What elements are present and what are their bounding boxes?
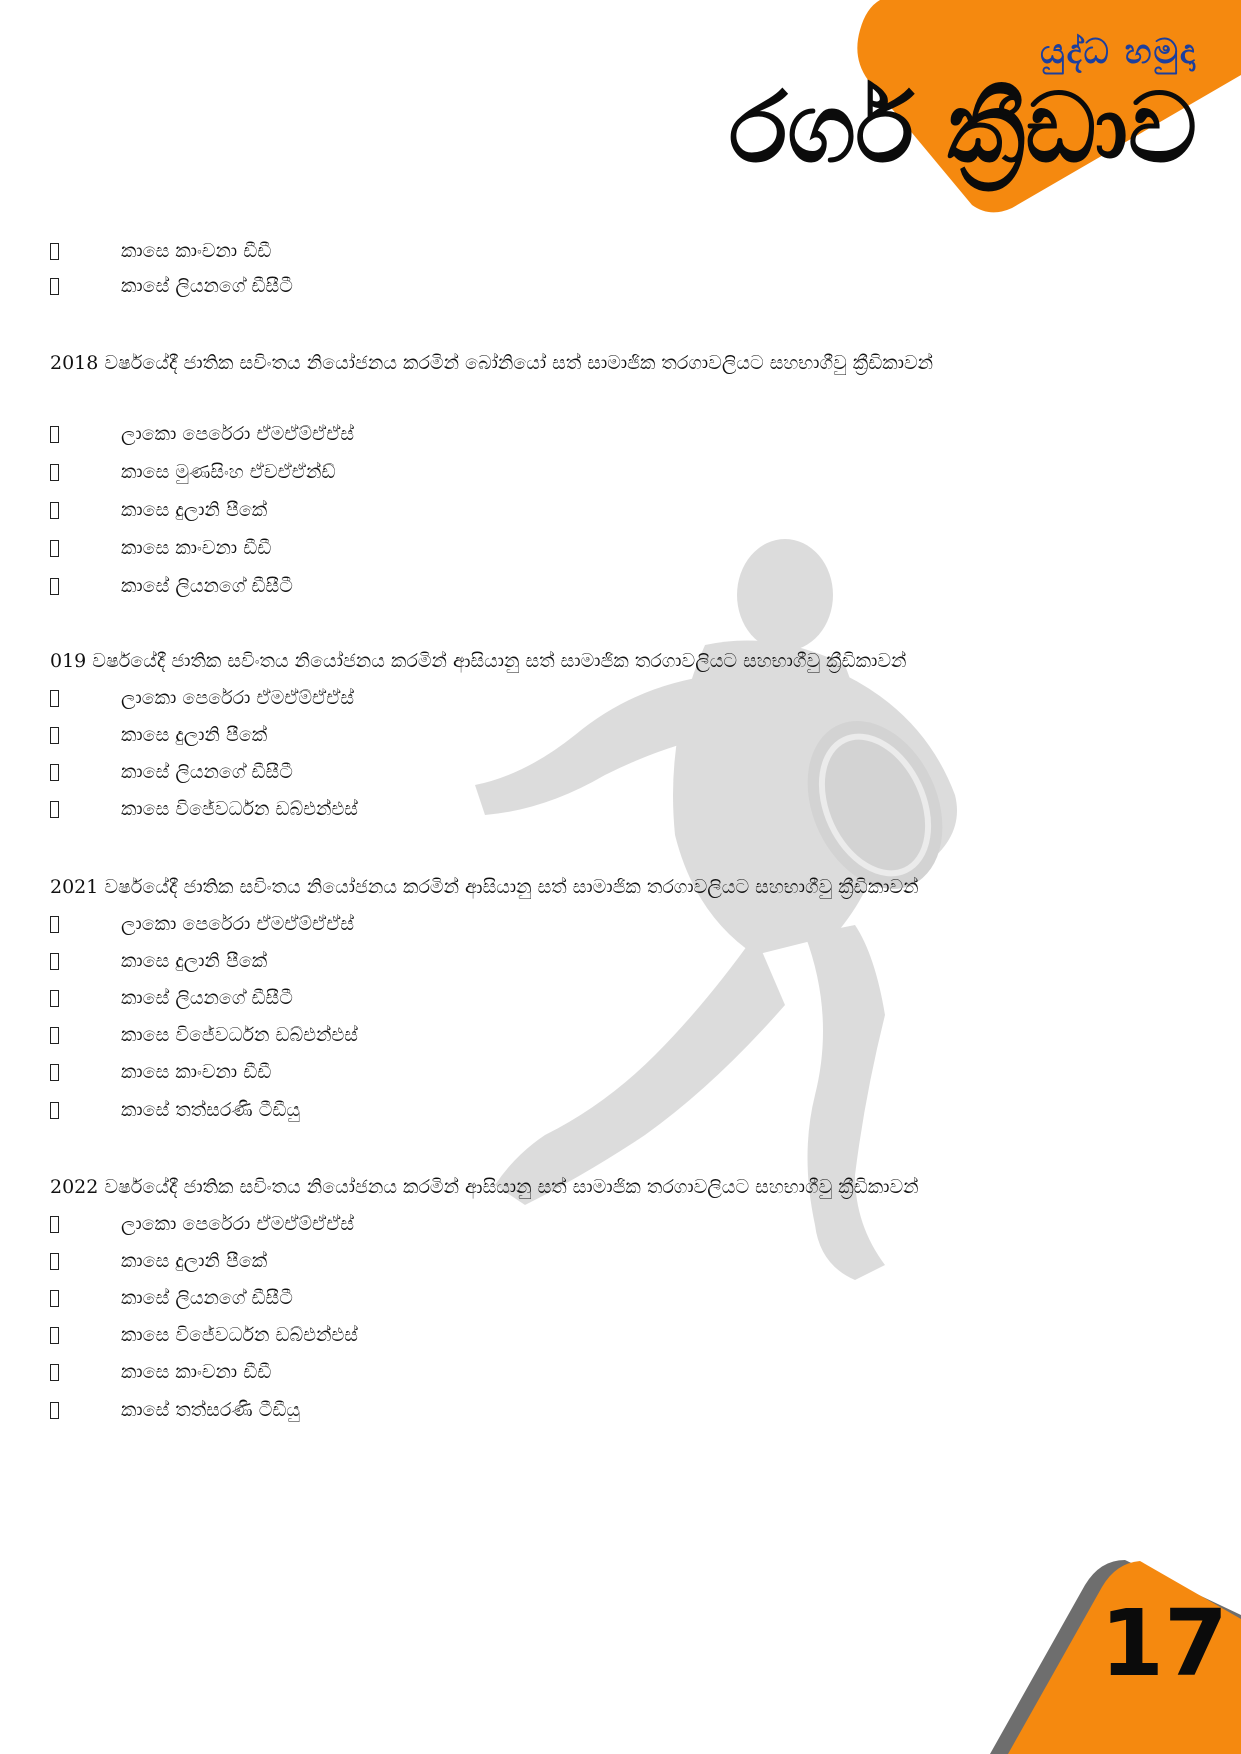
player-name: කාසෙ දුලානි පීකේ <box>121 724 268 746</box>
bullet-icon <box>50 1290 59 1307</box>
player-name: කාසෙ දුලානි පීකේ <box>121 1250 268 1272</box>
player-name: කාසේ ලියනගේ ඩීසීටී <box>121 987 293 1009</box>
bullet-icon <box>50 1364 59 1381</box>
bullet-icon <box>50 1064 59 1081</box>
bullet-icon <box>50 727 59 744</box>
list-item <box>50 268 293 304</box>
bullet-icon <box>50 953 59 970</box>
list-item <box>50 568 293 604</box>
list-item <box>50 1243 267 1279</box>
player-name: කාසේ ලියනගේ ඩීසීටී <box>121 761 293 783</box>
header-subtitle: යුද්ධ හමුදා <box>1040 32 1197 72</box>
list-item <box>50 1206 354 1242</box>
list-item <box>50 454 336 490</box>
section-heading: 019 වර්ෂයේදී ජාතික සවිංතය නියෝජනය කරමින් ආසියානු සත් සාමාජික තරගාවලියට සහභාගීවු ක්‍රීඩිකාවන් <box>50 650 907 672</box>
list-item <box>50 530 271 566</box>
player-name: කාසෙ දුලානි පීකේ <box>121 499 268 521</box>
bullet-icon <box>50 1027 59 1044</box>
bullet-icon <box>50 690 59 707</box>
bullet-icon <box>50 243 59 260</box>
player-name: කාසෙ විජේවර්ධන ඩබ්එන්එස් <box>121 1024 358 1046</box>
bullet-icon <box>50 540 59 557</box>
player-name: ලාකො පෙරේරා ඒමඒම්ඒඒස් <box>121 423 355 445</box>
list-item <box>50 943 267 979</box>
player-name: කාසෙ විජේවර්ධන ඩබ්එන්එස් <box>121 798 358 820</box>
list-item <box>50 1017 358 1053</box>
player-name: කාසෙ කාංචනා ඩීඩී <box>121 240 272 262</box>
list-item <box>50 754 293 790</box>
list-item <box>50 717 267 753</box>
player-name: කාසෙ විජේවර්ධන ඩබ්එන්එස් <box>121 1324 358 1346</box>
list-item <box>50 1354 271 1390</box>
list-item <box>50 980 293 1016</box>
list-item <box>50 416 354 452</box>
bullet-icon <box>50 764 59 781</box>
section-heading: 2018 වර්ෂයේදී ජාතික සවිංතය නියෝජනය කරමින් බෝනියෝ සත් සාමාජික තරගාවලියට සහභාගීවු ක්‍රීඩිකාවන් <box>50 352 934 374</box>
player-name: කාසෙ කාංචනා ඩීඩී <box>121 1361 272 1383</box>
section-heading: 2022 වර්ෂයේදී ජාතික සවිංතය නියෝජනය කරමින් ආසියානු සත් සාමාජික තරගාවලියට සහභාගීවු ක්‍රීඩිකාවන් <box>50 1176 919 1198</box>
bullet-icon <box>50 1402 59 1419</box>
bullet-icon <box>50 1216 59 1233</box>
bullet-icon <box>50 1253 59 1270</box>
list-item <box>50 906 354 942</box>
player-name: කාසේ ලියනගේ ඩීසීටී <box>121 275 293 297</box>
bullet-icon <box>50 278 59 295</box>
bullet-icon <box>50 502 59 519</box>
list-item <box>50 1317 358 1353</box>
list-item <box>50 680 354 716</box>
player-name: ලාකො පෙරේරා ඒමඒම්ඒඒස් <box>121 687 355 709</box>
player-name: ලාකො පෙරේරා ඒමඒම්ඒඒස් <box>121 1213 355 1235</box>
list-item <box>50 1392 300 1428</box>
player-name: කාසෙ දුලානි පීකේ <box>121 950 268 972</box>
list-item <box>50 791 358 827</box>
list-item <box>50 1092 300 1128</box>
bullet-icon <box>50 464 59 481</box>
list-item <box>50 1280 293 1316</box>
bullet-icon <box>50 990 59 1007</box>
bullet-icon <box>50 916 59 933</box>
bullet-icon <box>50 426 59 443</box>
section-heading: 2021 වර්ෂයේදී ජාතික සවිංතය නියෝජනය කරමින් ආසියානු සත් සාමාජික තරගාවලියට සහභාගීවු ක්‍රීඩිකාවන් <box>50 876 919 898</box>
player-name: ලාකො පෙරේරා ඒමඒම්ඒඒස් <box>121 913 355 935</box>
list-item <box>50 233 271 269</box>
player-name: කාසේ ලියනගේ ඩීසීටී <box>121 575 293 597</box>
player-name: කාසේ තත්සරණි ටීඩීයු <box>121 1099 301 1121</box>
bullet-icon <box>50 1327 59 1344</box>
player-name: කාසේ තත්සරණි ටීඩීයු <box>121 1399 301 1421</box>
player-name: කාසෙ මුණසිංහ ඒචඒඒන්ඩ් <box>121 461 336 483</box>
bullet-icon <box>50 578 59 595</box>
player-name: කාසෙ කාංචනා ඩීඩී <box>121 1061 272 1083</box>
list-item <box>50 1054 271 1090</box>
list-item <box>50 492 267 528</box>
page-number: 17 <box>1100 1590 1229 1697</box>
player-name: කාසේ ලියනගේ ඩීසීටී <box>121 1287 293 1309</box>
player-name: කාසෙ කාංචනා ඩීඩී <box>121 537 272 559</box>
bullet-icon <box>50 801 59 818</box>
bullet-icon <box>50 1102 59 1119</box>
header-title: රගර් ක්‍රීඩාව <box>729 72 1197 184</box>
